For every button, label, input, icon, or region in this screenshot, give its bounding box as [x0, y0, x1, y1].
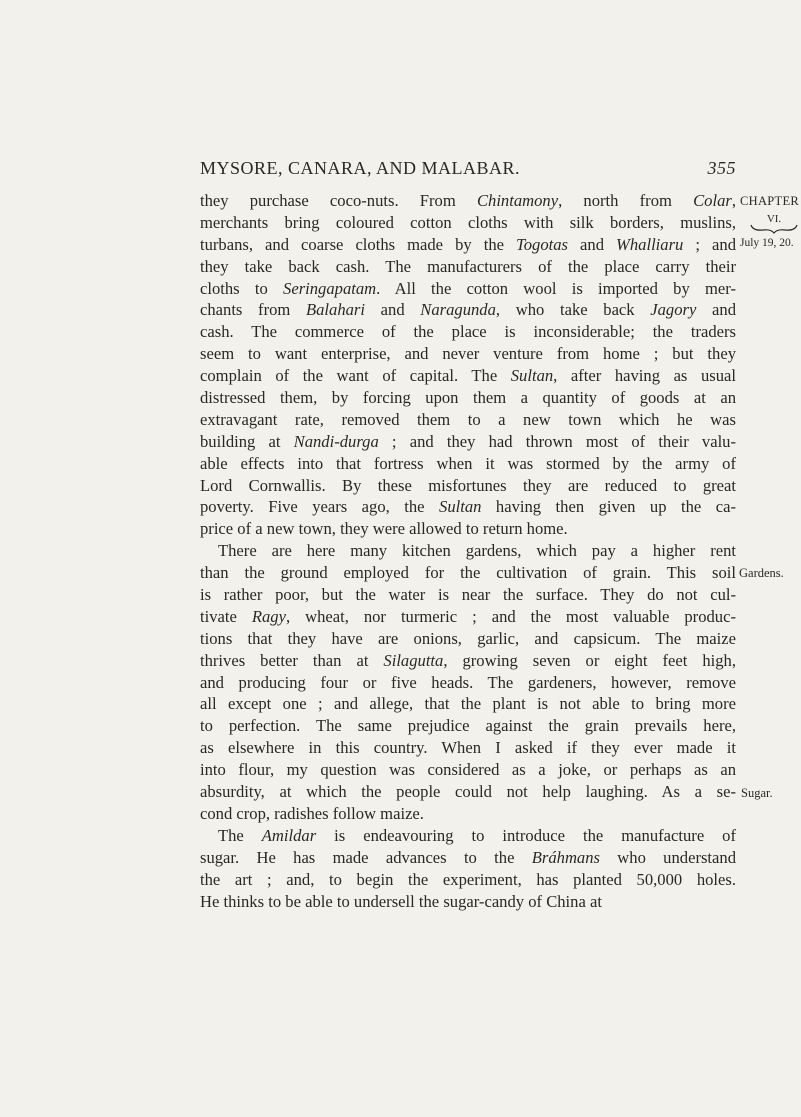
- running-header: [200, 158, 736, 184]
- margin-chapter: CHAPTER: [740, 194, 800, 208]
- text-line: chants from Balahari and Naragunda, who take back Jagory and: [200, 300, 736, 320]
- running-title: MYSORE, CANARA, AND MALABAR.: [200, 158, 521, 178]
- text-line: the art ; and, to begin the experiment, has planted 50,000 holes.: [200, 869, 736, 889]
- text-line: seem to want enterprise, and never venture from home ; but they: [200, 344, 736, 364]
- text-line: thrives better than at Silagutta, growing seven or eight feet high,: [200, 650, 736, 670]
- text-line: sugar. He has made advances to the Bráhmans who understand: [200, 847, 736, 867]
- text-line: tivate Ragy, wheat, nor turmeric ; and the most valuable produc-: [200, 606, 736, 626]
- text-line: cash. The commerce of the place is inconsiderable; the traders: [200, 322, 736, 342]
- text-line: complain of the want of capital. The Sultan, after having as usual: [200, 366, 736, 386]
- text-line: than the ground employed for the cultivation of grain. This soil: [200, 563, 736, 583]
- text-line: absurdity, at which the people could not help laughing. As a se-: [200, 782, 736, 802]
- text-line: into flour, my question was considered as a joke, or perhaps as an: [200, 760, 736, 780]
- text-line: extravagant rate, removed them to a new town which he was: [200, 409, 736, 429]
- text-line: merchants bring coloured cotton cloths with silk borders, muslins,: [200, 212, 736, 232]
- text-line: He thinks to be able to undersell the sugar-candy of China at: [200, 891, 602, 911]
- page-number: 355: [707, 158, 736, 178]
- text-line: building at Nandi-durga ; and they had thrown most of their valu-: [200, 431, 736, 451]
- text-line: Lord Cornwallis. By these misfortunes they are reduced to great: [200, 475, 736, 495]
- text-line: and producing four or five heads. The gardeners, however, remove: [200, 672, 736, 692]
- margin-chapter-number: VI.: [766, 213, 782, 225]
- text-line: all except one ; and allege, that the plant is not able to bring more: [200, 694, 736, 714]
- brace-icon: [744, 222, 801, 234]
- text-line: they purchase coco-nuts. From Chintamony, north from Colar,: [200, 191, 736, 210]
- text-line: price of a new town, they were allowed to return home.: [200, 519, 568, 539]
- margin-sugar: Sugar.: [741, 786, 773, 800]
- text-line: able effects into that fortress when it was stormed by the army of: [200, 453, 736, 473]
- margin-gardens: Gardens.: [739, 566, 784, 580]
- text-line: they take back cash. The manufacturers of the place carry their: [200, 256, 736, 276]
- text-line: The Amildar is endeavouring to introduce the manufacture of: [218, 825, 736, 845]
- text-line: distressed them, by forcing upon them a quantity of goods at an: [200, 388, 736, 408]
- margin-date: July 19, 20.: [740, 237, 794, 249]
- text-line: cloths to Seringapatam. All the cotton wool is imported by mer-: [200, 278, 736, 298]
- text-line: poverty. Five years ago, the Sultan having then given up the ca-: [200, 497, 736, 517]
- text-line: turbans, and coarse cloths made by the Togotas and Whalliaru ; and: [200, 234, 736, 254]
- text-line: There are here many kitchen gardens, which pay a higher rent: [218, 541, 736, 561]
- text-line: as elsewhere in this country. When I asked if they ever made it: [200, 738, 736, 758]
- body-text: [200, 190, 736, 912]
- text-line: is rather poor, but the water is near the surface. They do not cul-: [200, 585, 736, 605]
- text-line: tions that they have are onions, garlic, and capsicum. The maize: [200, 628, 736, 648]
- text-line: to perfection. The same prejudice against the grain prevails here,: [200, 716, 736, 736]
- text-line: cond crop, radishes follow maize.: [200, 803, 424, 823]
